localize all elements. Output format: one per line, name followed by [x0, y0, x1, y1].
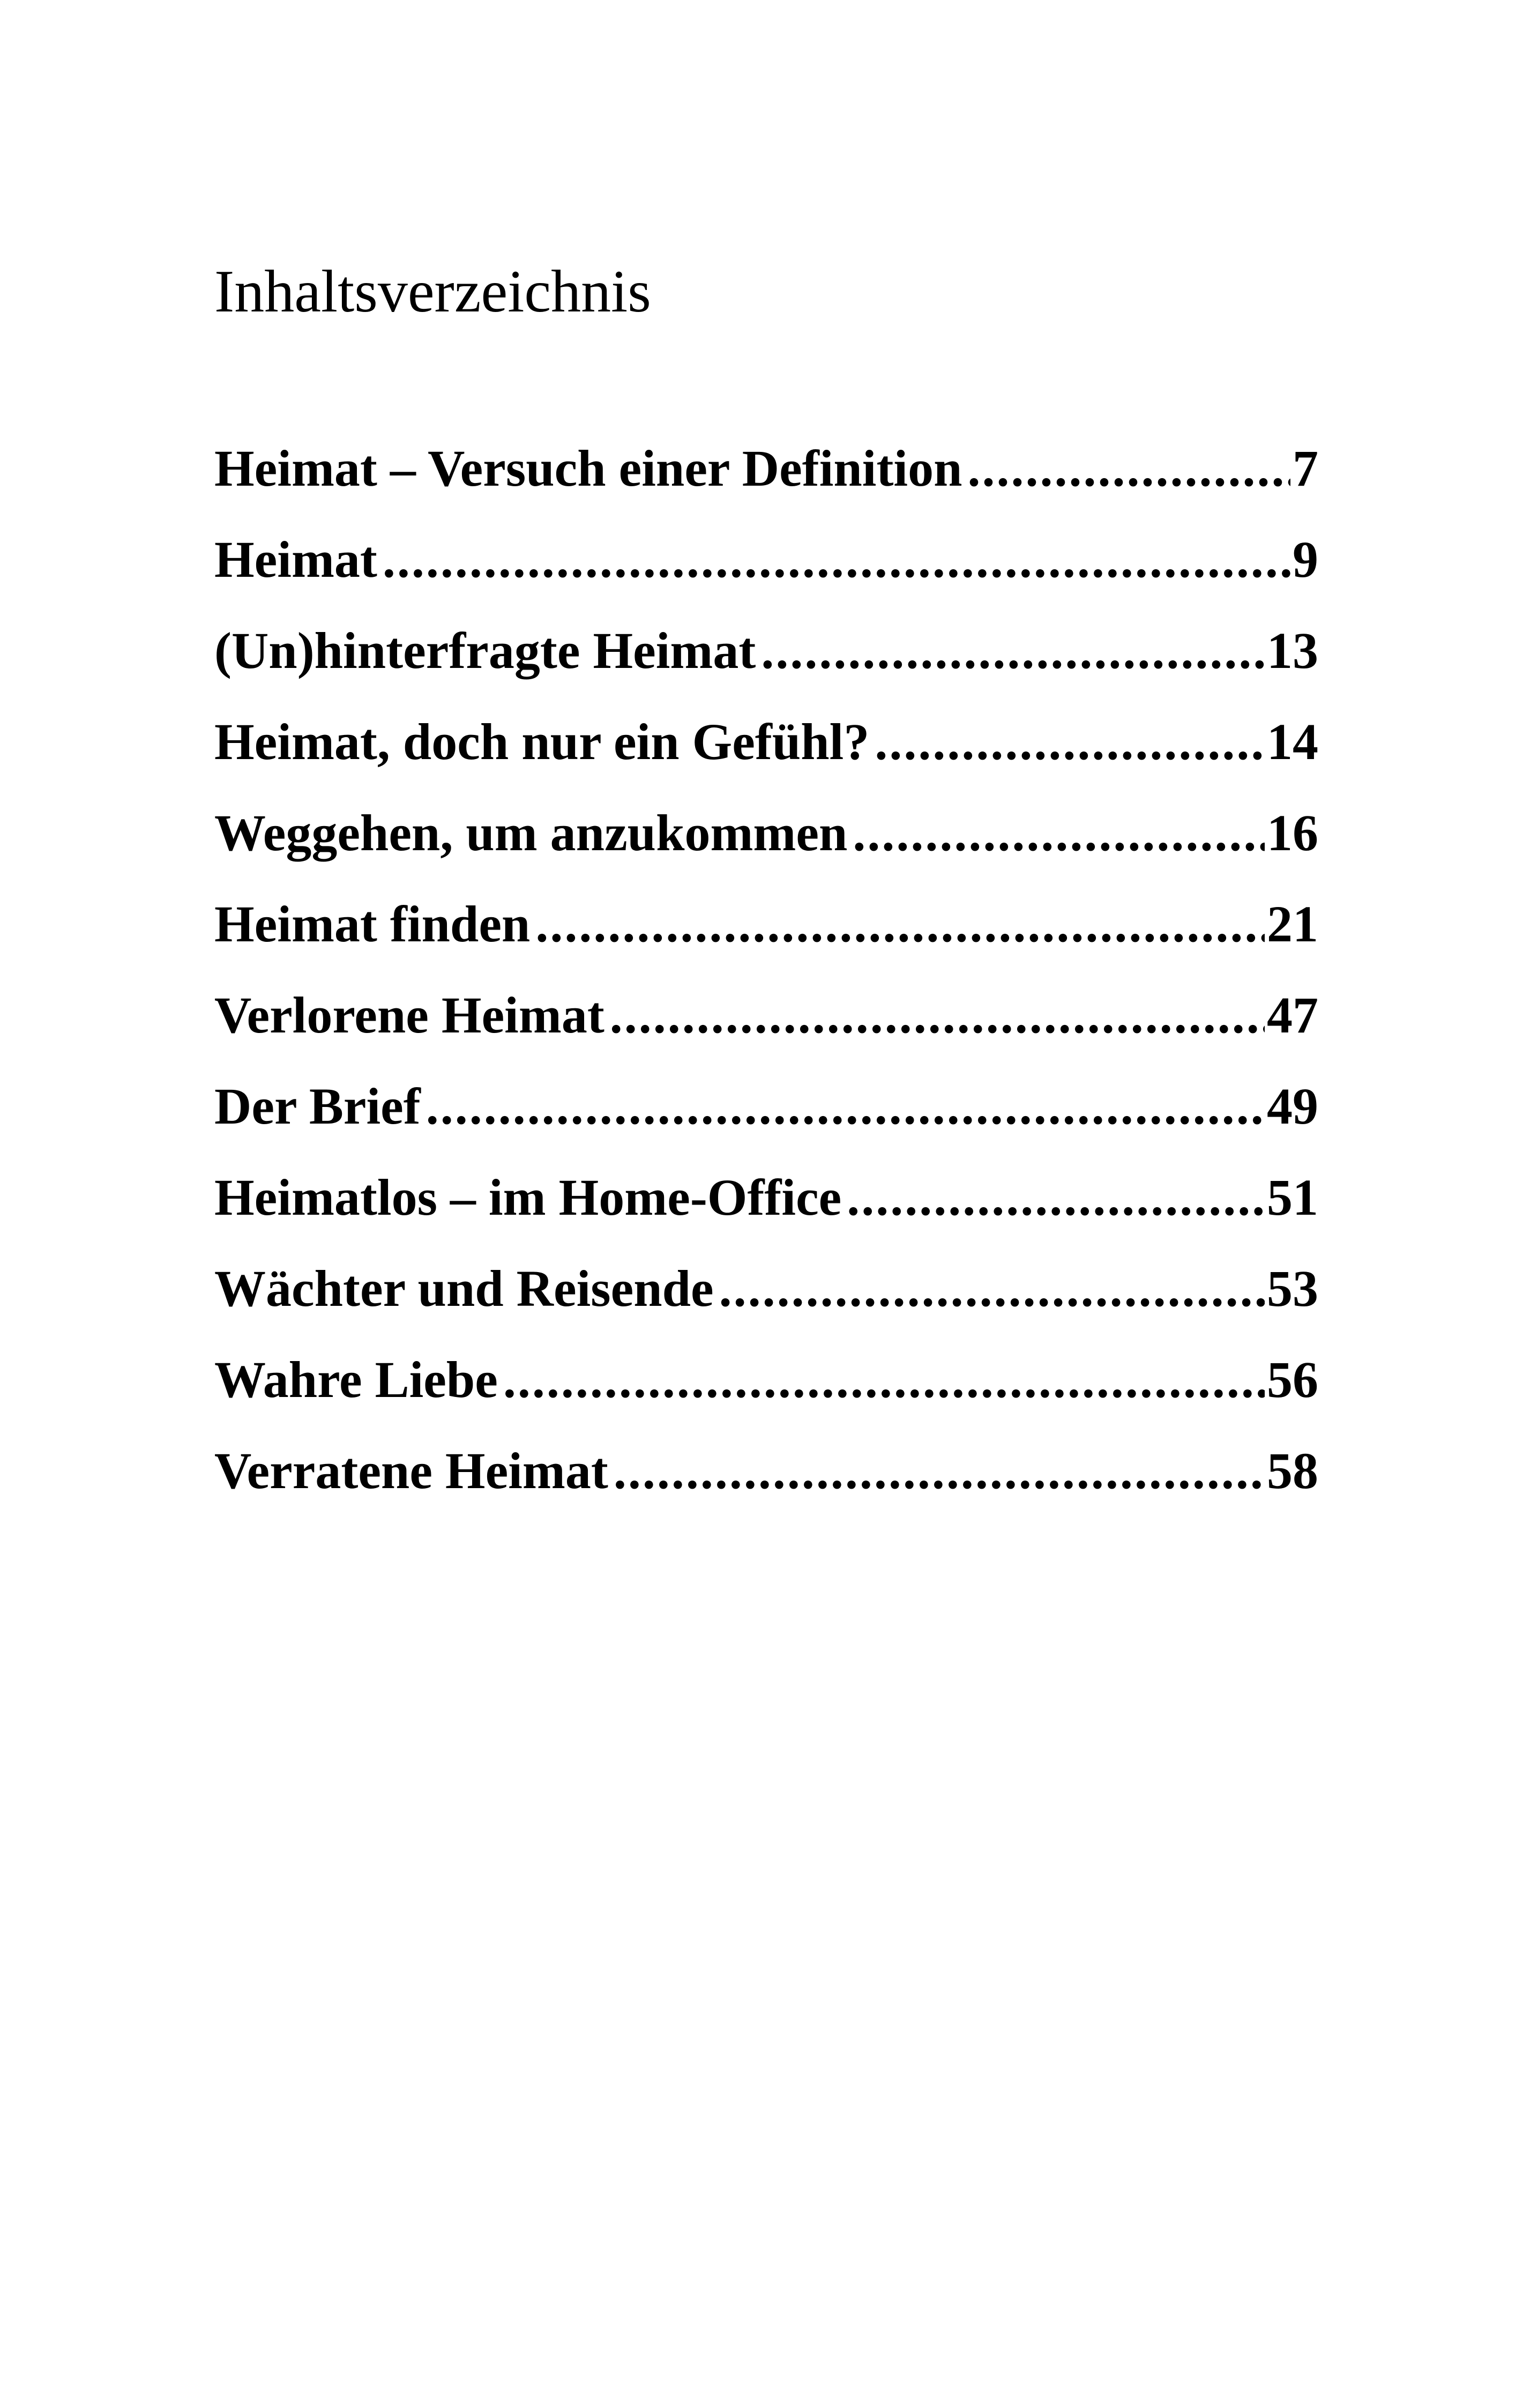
- toc-dot-leader: [756, 625, 1265, 677]
- toc-entry-title: (Un)hinterfragte Heimat: [214, 622, 756, 679]
- toc-dot-leader: [962, 443, 1290, 494]
- toc-page-number: 49: [1267, 1077, 1318, 1135]
- toc-entry: [214, 895, 1318, 990]
- toc-page-number: 51: [1267, 1169, 1318, 1226]
- toc-entry-title: Heimat finden: [214, 895, 531, 953]
- toc-dot-leader: [421, 1081, 1265, 1132]
- toc-entry: [214, 440, 1318, 534]
- toc-dot-leader: [869, 716, 1265, 768]
- toc-page-number: 13: [1267, 622, 1318, 679]
- toc-entry-title: Heimat: [214, 531, 377, 588]
- toc-page-number: 7: [1293, 440, 1318, 497]
- toc-dot-leader: [714, 1263, 1265, 1314]
- toc-entry: [214, 1077, 1318, 1172]
- toc-dot-leader: [498, 1354, 1265, 1406]
- table-of-contents-list: [214, 440, 1318, 1536]
- toc-page-number: 58: [1267, 1442, 1318, 1499]
- toc-dot-leader: [530, 898, 1265, 950]
- toc-entry: [214, 804, 1318, 898]
- toc-entry-title: Heimat, doch nur ein Gefühl?: [214, 713, 870, 770]
- toc-dot-leader: [604, 990, 1265, 1041]
- toc-page-number: 56: [1267, 1351, 1318, 1408]
- toc-dot-leader: [847, 807, 1265, 859]
- toc-dot-leader: [841, 1172, 1265, 1223]
- toc-entry: [214, 986, 1318, 1081]
- toc-dot-leader: [377, 534, 1290, 585]
- toc-page-number: 21: [1267, 895, 1318, 953]
- toc-page-number: 47: [1267, 986, 1318, 1044]
- toc-entry: [214, 531, 1318, 625]
- toc-page-number: 14: [1267, 713, 1318, 770]
- toc-dot-leader: [608, 1445, 1265, 1497]
- toc-entry: [214, 622, 1318, 716]
- toc-entry: [214, 1169, 1318, 1263]
- toc-entry-title: Heimatlos – im Home-Office: [214, 1169, 842, 1226]
- toc-page-number: 16: [1267, 804, 1318, 861]
- toc-page-number: 53: [1267, 1260, 1318, 1317]
- toc-entry: [214, 1442, 1318, 1536]
- toc-entry-title: Verlorene Heimat: [214, 986, 604, 1044]
- toc-entry-title: Heimat – Versuch einer Definition: [214, 440, 962, 497]
- toc-entry: [214, 1260, 1318, 1354]
- table-of-contents-title: Inhaltsverzeichnis: [214, 258, 651, 325]
- toc-entry-title: Wächter und Reisende: [214, 1260, 714, 1317]
- toc-entry-title: Verratene Heimat: [214, 1442, 608, 1499]
- toc-entry-title: Wahre Liebe: [214, 1351, 498, 1408]
- toc-page-number: 9: [1293, 531, 1318, 588]
- toc-entry-title: Weggehen, um anzukommen: [214, 804, 848, 861]
- toc-entry-title: Der Brief: [214, 1077, 421, 1135]
- toc-entry: [214, 713, 1318, 807]
- toc-entry: [214, 1351, 1318, 1445]
